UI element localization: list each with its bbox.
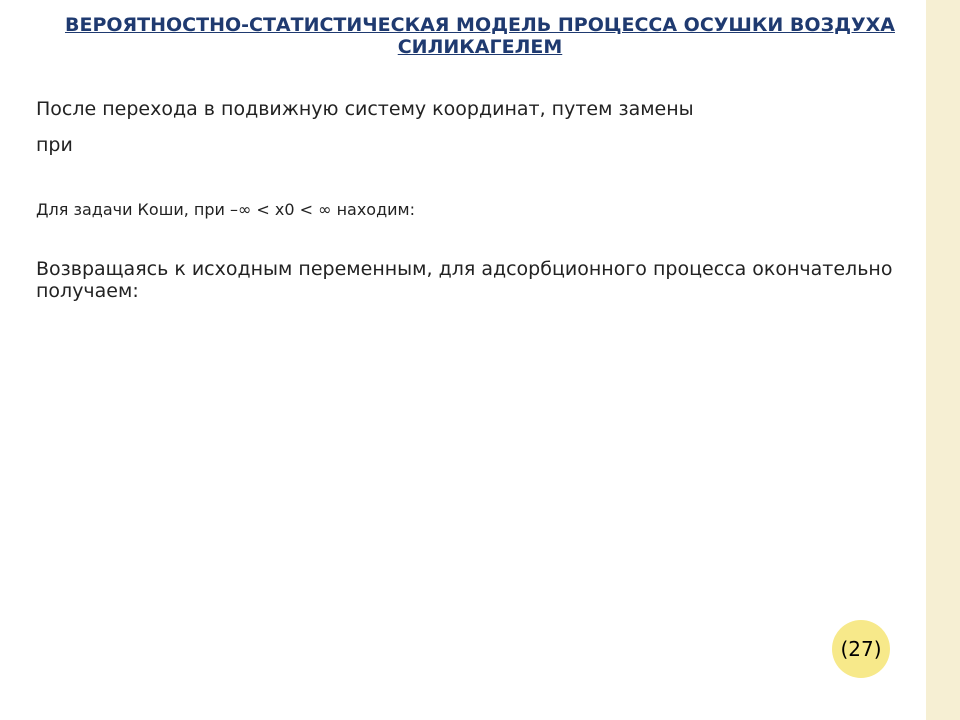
page-title: ВЕРОЯТНОСТНО-СТАТИСТИЧЕСКАЯ МОДЕЛЬ ПРОЦЕССА ОСУШКИ ВОЗДУХА СИЛИКАГЕЛЕМ xyxy=(64,14,895,58)
equation-number: (27) xyxy=(832,620,890,678)
result-text: Возвращаясь к исходным переменным, для адсорбционного процесса окончательно получаем: xyxy=(36,258,893,302)
decorative-rail xyxy=(926,0,960,720)
intro-text: После перехода в подвижную систему координат, путем замены xyxy=(36,98,694,120)
condition-text: при xyxy=(36,134,73,156)
cauchy-text: Для задачи Коши, при –∞ < x0 < ∞ находим: xyxy=(36,200,416,219)
